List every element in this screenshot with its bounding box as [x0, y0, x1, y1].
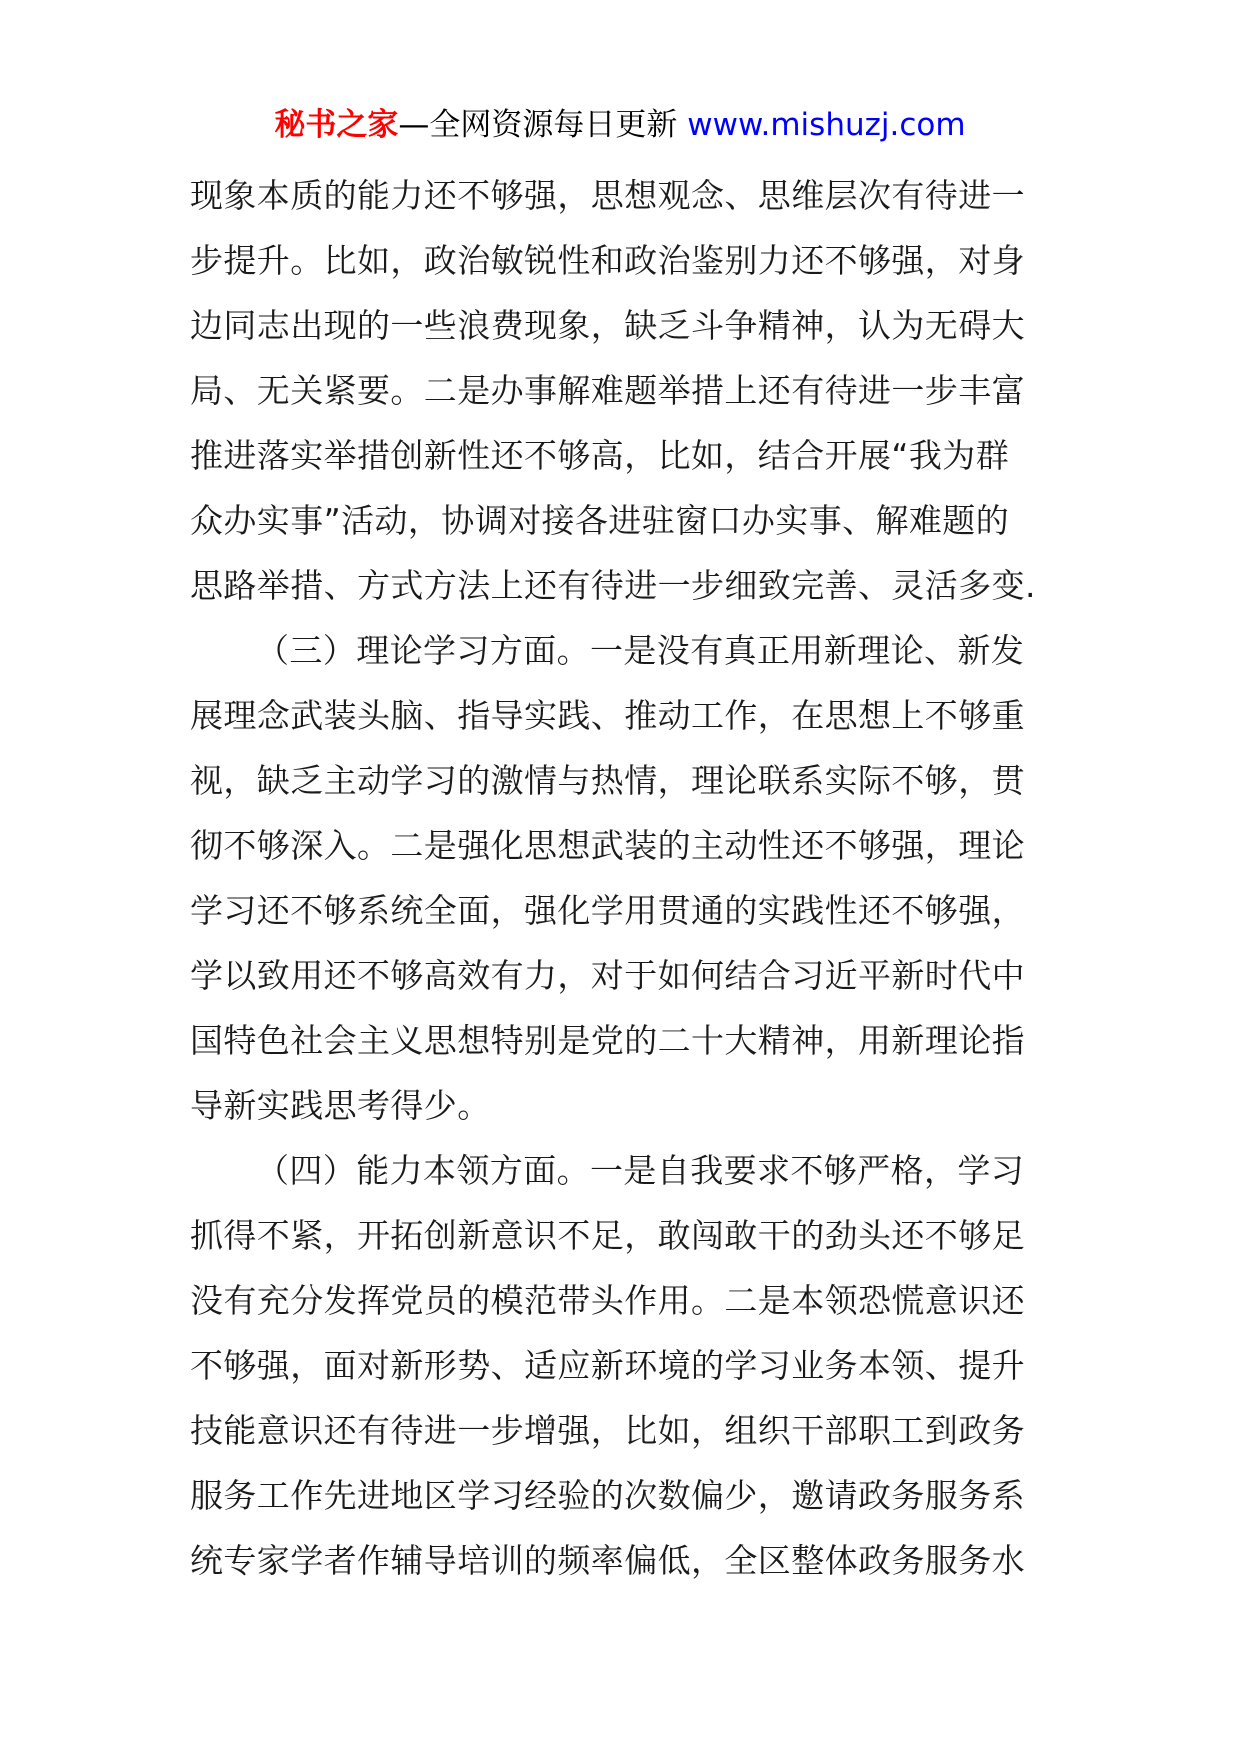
text-line: 抓得不紧，开拓创新意识不足，敢闯敢干的劲头还不够足: [190, 1216, 1025, 1255]
text-line: 国特色社会主义思想特别是党的二十大精神，用新理论指: [190, 1021, 1025, 1060]
text-line: 学习还不够系统全面，强化学用贯通的实践性还不够强，: [190, 891, 1025, 930]
text-line: 导新实践思考得少。: [190, 1086, 491, 1125]
section-heading-line: （四）能力本领方面。一是自我要求不够严格，学习: [256, 1151, 1025, 1190]
section-heading-line: （三）理论学习方面。一是没有真正用新理论、新发: [256, 631, 1025, 670]
text-line: 现象本质的能力还不够强，思想观念、思维层次有待进一: [190, 176, 1025, 215]
text-line: 边同志出现的一些浪费现象，缺乏斗争精神，认为无碍大: [190, 306, 1025, 345]
site-header: [0, 103, 1240, 147]
site-brand: 秘书之家: [274, 107, 399, 143]
text-line: 思路举措、方式方法上还有待进一步细致完善、灵活多变.: [190, 566, 1036, 605]
text-line: 众办实事”活动，协调对接各进驻窗口办实事、解难题的: [190, 501, 1010, 540]
text-line: 学以致用还不够高效有力，对于如何结合习近平新时代中: [190, 956, 1025, 995]
text-line: 技能意识还有待进一步增强，比如，组织干部职工到政务: [190, 1411, 1025, 1450]
site-tagline: —全网资源每日更新: [398, 107, 678, 143]
text-line: 统专家学者作辅导培训的频率偏低，全区整体政务服务水: [190, 1541, 1025, 1580]
text-line: 局、无关紧要。二是办事解难题举措上还有待进一步丰富: [190, 371, 1025, 410]
text-line: 不够强，面对新形势、适应新环境的学习业务本领、提升: [190, 1346, 1025, 1385]
text-line: 服务工作先进地区学习经验的次数偏少，邀请政务服务系: [190, 1476, 1025, 1515]
text-line: 视，缺乏主动学习的激情与热情，理论联系实际不够，贯: [190, 761, 1025, 800]
text-line: 步提升。比如，政治敏锐性和政治鉴别力还不够强，对身: [190, 241, 1025, 280]
site-url-link[interactable]: www.mishuzj.com: [687, 107, 966, 143]
text-line: 推进落实举措创新性还不够高，比如，结合开展“我为群: [190, 436, 1010, 475]
text-line: 展理念武装头脑、指导实践、推动工作，在思想上不够重: [190, 696, 1025, 735]
document-body: [190, 163, 1070, 1593]
text-line: 彻不够深入。二是强化思想武装的主动性还不够强，理论: [190, 826, 1025, 865]
text-line: 没有充分发挥党员的模范带头作用。二是本领恐慌意识还: [190, 1281, 1025, 1320]
